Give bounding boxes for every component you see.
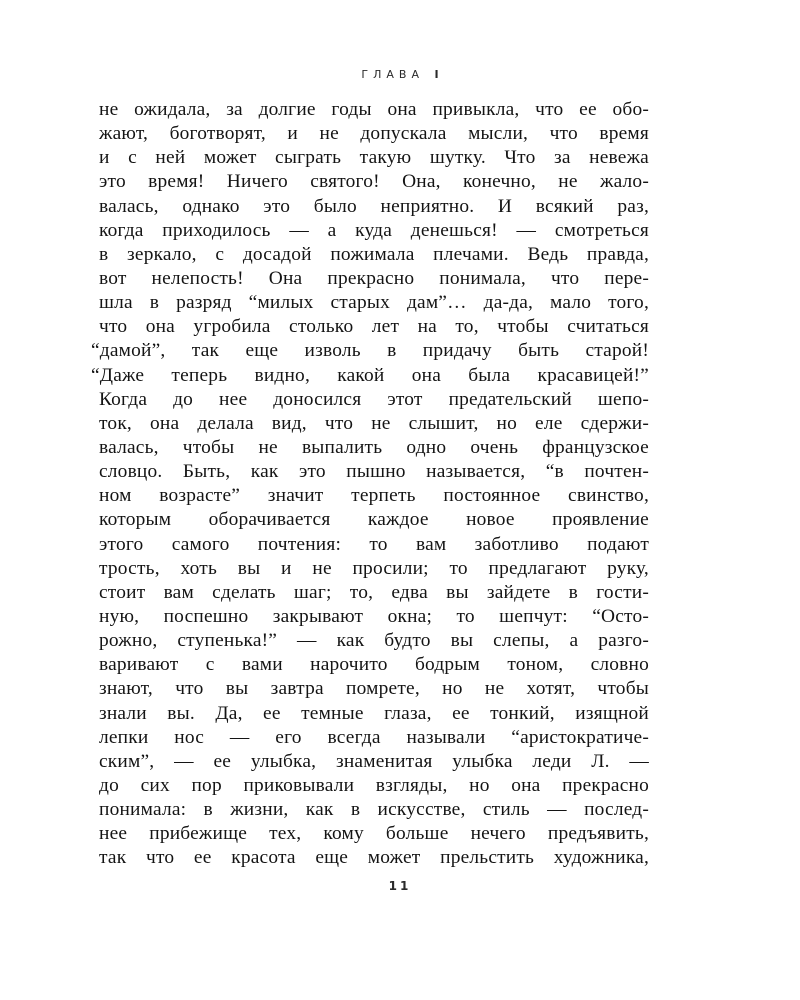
text-line: до сих пор приковывали взгляды, но она прекрасно <box>99 774 649 796</box>
text-line: которым оборачивается каждое новое проявление <box>99 509 649 531</box>
text-line: шла в разряд “милых старых дам”… да-да, мало того, <box>99 292 649 314</box>
text-line: варивают с вами нарочито бодрым тоном, словно <box>99 654 649 676</box>
text-line: так что ее красота еще может прельстить художника, <box>99 847 649 869</box>
text-line: рожно, ступенька!” — как будто вы слепы, а разго- <box>99 630 649 652</box>
text-line: знали вы. Да, ее темные глаза, ее тонкий, изящной <box>99 702 649 724</box>
text-line: валась, чтобы не выпалить одно очень французское <box>99 436 649 458</box>
text-line: “дамой”, так еще изволь в придачу быть старой! <box>91 340 649 362</box>
text-line: ток, она делала вид, что не слышит, но еле сдержи- <box>99 412 649 434</box>
running-head-label: ГЛАВА <box>361 68 424 81</box>
text-line: понимала: в жизни, как в искусстве, стиль — послед- <box>99 799 649 821</box>
running-head <box>0 68 800 81</box>
text-line: и с ней может сыграть такую шутку. Что за невежа <box>99 147 649 169</box>
body-text <box>91 98 649 871</box>
text-line: этого самого почтения: то вам заботливо подают <box>99 533 649 555</box>
chapter-number: I <box>434 68 439 81</box>
text-line: жают, боготворят, и не допускала мысли, что время <box>99 123 649 145</box>
text-line: знают, что вы завтра помрете, но не хотят, чтобы <box>99 678 649 700</box>
text-line: словцо. Быть, как это пышно называется, “в почтен- <box>99 461 649 483</box>
text-line: в зеркало, с досадой пожимала плечами. Ведь правда, <box>99 243 649 265</box>
page-number: 11 <box>388 879 412 893</box>
text-line: трость, хоть вы и не просили; то предлагают руку, <box>99 557 649 579</box>
text-line: лепки нос — его всегда называли “аристократиче- <box>99 726 649 748</box>
text-line: это время! Ничего святого! Она, конечно, не жало- <box>99 171 649 193</box>
text-line: Когда до нее доносился этот предательский шепо- <box>99 388 649 410</box>
text-line: “Даже теперь видно, какой она была красавицей!” <box>91 364 649 386</box>
text-line: ном возрасте” значит терпеть постоянное свинство, <box>99 485 649 507</box>
text-line: что она угробила столько лет на то, чтобы считаться <box>99 316 649 338</box>
text-line: стоит вам сделать шаг; то, едва вы зайдете в гости- <box>99 581 649 603</box>
text-line: нее прибежище тех, кому больше нечего предъявить, <box>99 823 649 845</box>
text-line: вот нелепость! Она прекрасно понимала, что пере- <box>99 267 649 289</box>
text-line: валась, однако это было неприятно. И всякий раз, <box>99 195 649 217</box>
text-line: когда приходилось — а куда денешься! — смотреться <box>99 219 649 241</box>
text-line: ским”, — ее улыбка, знаменитая улыбка леди Л. — <box>99 750 649 772</box>
text-line: не ожидала, за долгие годы она привыкла, что ее обо- <box>99 99 649 120</box>
text-line: ную, поспешно закрывают окна; то шепчут: “Осто- <box>99 605 649 627</box>
